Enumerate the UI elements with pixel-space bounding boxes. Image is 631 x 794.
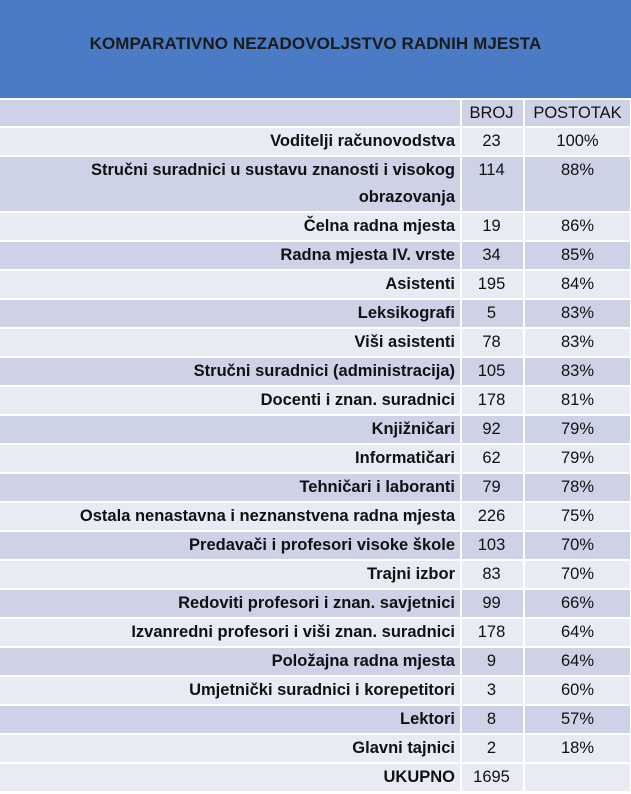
row-label: Stručni suradnici (administracija) [0,357,461,386]
row-label: Čelna radna mjesta [0,212,461,241]
row-label: Tehničari i laboranti [0,473,461,502]
row-postotak: 86% [524,212,631,241]
row-broj: 3 [461,676,524,705]
row-postotak: 83% [524,299,631,328]
row-postotak: 78% [524,473,631,502]
row-broj: 178 [461,386,524,415]
total-broj: 1695 [461,763,524,792]
row-label: Lektori [0,705,461,734]
row-postotak: 57% [524,705,631,734]
row-postotak: 60% [524,676,631,705]
row-label: Knjižničari [0,415,461,444]
row-postotak: 100% [524,127,631,156]
row-postotak: 75% [524,502,631,531]
header-broj: BROJ [461,100,524,127]
table-row [0,444,631,473]
row-broj: 226 [461,502,524,531]
table-row [0,415,631,444]
dissatisfaction-table [0,100,631,793]
row-broj: 92 [461,415,524,444]
row-postotak: 18% [524,734,631,763]
row-label: Izvanredni profesori i viši znan. suradnici [0,618,461,647]
row-broj: 79 [461,473,524,502]
row-label: Predavači i profesori visoke škole [0,531,461,560]
row-postotak: 79% [524,415,631,444]
table-row [0,502,631,531]
row-postotak: 64% [524,618,631,647]
row-postotak: 64% [524,647,631,676]
row-label: Ostala nenastavna i neznanstvena radna mjesta [0,502,461,531]
row-broj: 114 [461,156,524,212]
row-broj: 2 [461,734,524,763]
row-label: Trajni izbor [0,560,461,589]
table-row [0,531,631,560]
row-broj: 99 [461,589,524,618]
row-broj: 34 [461,241,524,270]
row-broj: 5 [461,299,524,328]
row-broj: 195 [461,270,524,299]
total-postotak [524,763,631,792]
row-label: Umjetnički suradnici i korepetitori [0,676,461,705]
row-postotak: 85% [524,241,631,270]
row-broj: 9 [461,647,524,676]
table-row [0,270,631,299]
row-label: Glavni tajnici [0,734,461,763]
table-row [0,357,631,386]
chart-title: KOMPARATIVNO NEZADOVOLJSTVO RADNIH MJESTA [89,34,542,53]
row-broj: 23 [461,127,524,156]
table-row [0,560,631,589]
table-row [0,705,631,734]
row-label: Stručni suradnici u sustavu znanosti i visokog obrazovanja [0,156,461,212]
total-label: UKUPNO [0,763,461,792]
table-row [0,241,631,270]
row-postotak: 81% [524,386,631,415]
row-broj: 83 [461,560,524,589]
table-body [0,100,631,792]
row-label: Redoviti profesori i znan. savjetnici [0,589,461,618]
table-row [0,618,631,647]
table-row [0,386,631,415]
row-postotak: 66% [524,589,631,618]
row-postotak: 84% [524,270,631,299]
header-label-cell [0,100,461,127]
header-postotak: POSTOTAK [524,100,631,127]
table-row [0,328,631,357]
row-postotak: 70% [524,560,631,589]
row-broj: 62 [461,444,524,473]
row-broj: 78 [461,328,524,357]
row-broj: 178 [461,618,524,647]
row-postotak: 79% [524,444,631,473]
table-row [0,156,631,212]
row-label: Informatičari [0,444,461,473]
row-postotak: 83% [524,357,631,386]
header-row [0,100,631,127]
row-label: Docenti i znan. suradnici [0,386,461,415]
row-postotak: 83% [524,328,631,357]
row-postotak: 88% [524,156,631,212]
row-label: Leksikografi [0,299,461,328]
row-label: Radna mjesta IV. vrste [0,241,461,270]
table-row [0,212,631,241]
table-row [0,734,631,763]
total-row [0,763,631,792]
table-row [0,589,631,618]
row-postotak: 70% [524,531,631,560]
table-row [0,676,631,705]
table-row [0,127,631,156]
row-label: Asistenti [0,270,461,299]
table-row [0,299,631,328]
row-broj: 8 [461,705,524,734]
row-label: Položajna radna mjesta [0,647,461,676]
row-label: Viši asistenti [0,328,461,357]
row-broj: 105 [461,357,524,386]
table-row [0,647,631,676]
row-broj: 19 [461,212,524,241]
row-broj: 103 [461,531,524,560]
table-row [0,473,631,502]
row-label: Voditelji računovodstva [0,127,461,156]
